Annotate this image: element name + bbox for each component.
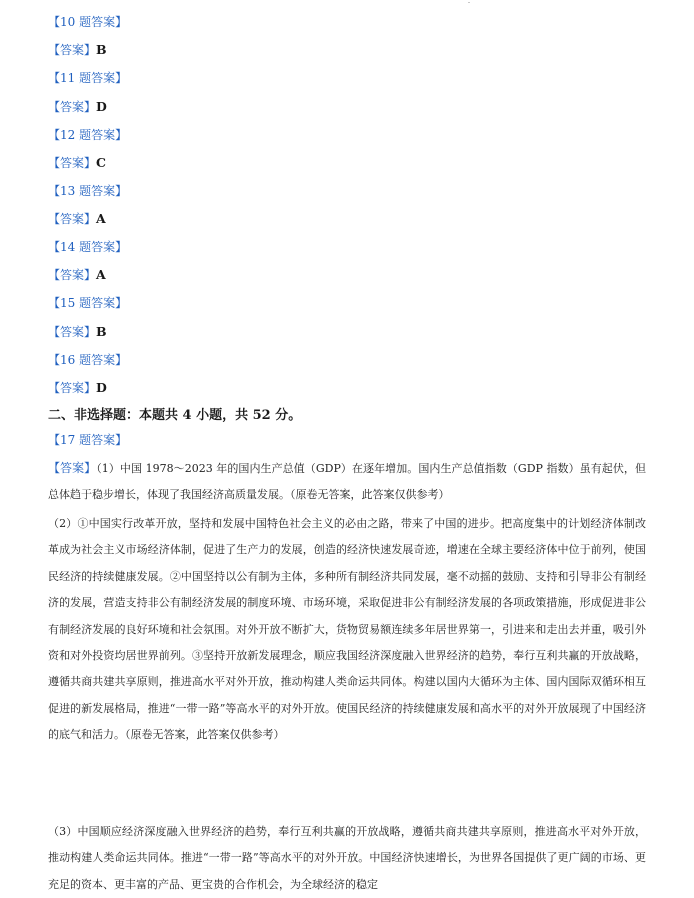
- answer-label-q17: 【17 题答案】: [48, 433, 128, 447]
- q17-part3: （3）中国顺应经济深度融入世界经济的趋势，奉行互利共赢的开放战略，遵循共商共建共享原则，推进高水平对外开放，推动构建人类命运共同体。推进“一带一路”等高水平的对外开放。中国经济快速增长，为世界各国提供了更广阔的市场、更充足的资本、更丰富的产品、更宝贵的合作机会，为全球经济的稳定: [48, 825, 646, 891]
- answer-label-q15: 【15 题答案】: [48, 296, 128, 310]
- answer-label-q11: 【11 题答案】: [48, 71, 128, 85]
- answer-label-q13: 【13 题答案】: [48, 184, 128, 198]
- answer-line-q15: 【答案】B: [48, 324, 107, 339]
- answer-label-q12: 【12 题答案】: [48, 128, 128, 142]
- answer-line-q11: 【答案】D: [48, 99, 107, 114]
- q17-part2: （2）①中国实行改革开放，坚持和发展中国特色社会主义的必由之路，带来了中国的进步。把高度集中的计划经济体制改革成为社会主义市场经济体制，促进了生产力的发展，创造的经济快速发展奇迹，增速在全球主要经济体中位于前列，使国民经济的持续健康发展。②中国坚持以公有制为主体，多种所有制经济共同发展，毫不动摇的鼓励、支持和引导非公有制经济的发展，营造支持非公有制经济发展的制度环境、市场环境，采取促进非公有制经济发展的各项政策措施，形成促进非公有制经济发展的良好环境和社会氛围。对外开放不断扩大，货物贸易额连续多年居世界第一，引进来和走出去并重，吸引外资和对外投资均居世界前列。③坚持开放新发展理念，顺应我国经济深度融入世界经济的趋势，奉行互利共赢的开放战略，遵循共商共建共享原则，推进高水平对外开放，推动构建人类命运共同体。构建以国内大循环为主体、国内国际双循环相互促进的新发展格局，推进“一带一路”等高水平的对外开放。使国民经济的持续健康发展和高水平的对外开放展现了中国经济的底气和活力。（原卷无答案，此答案仅供参考）: [48, 517, 646, 742]
- answer-line-q13: 【答案】A: [48, 211, 106, 226]
- answer-label-q14: 【14 题答案】: [48, 240, 128, 254]
- q17-part1: 【答案】（1）中国 1978～2023 年的国内生产总值（GDP）在逐年增加。国内生产总值指数（GDP 指数）虽有起伏，但总体趋于稳步增长，体现了我国经济高质量发展。（原卷无答案，此答案仅供参考）: [48, 461, 646, 502]
- section-heading: 二、非选择题：本题共 4 小题，共 52 分。: [48, 408, 302, 423]
- answer-line-q10: 【答案】B: [48, 42, 107, 57]
- answer-line-q12: 【答案】C: [48, 155, 106, 170]
- scan-mark: [468, 2, 470, 3]
- answer-label-q16: 【16 题答案】: [48, 353, 128, 367]
- answer-prefix: 【答案】: [48, 461, 97, 475]
- answer-line-q16: 【答案】D: [48, 380, 107, 395]
- answer-label-q10: 【10 题答案】: [48, 15, 128, 29]
- answer-line-q14: 【答案】A: [48, 267, 106, 282]
